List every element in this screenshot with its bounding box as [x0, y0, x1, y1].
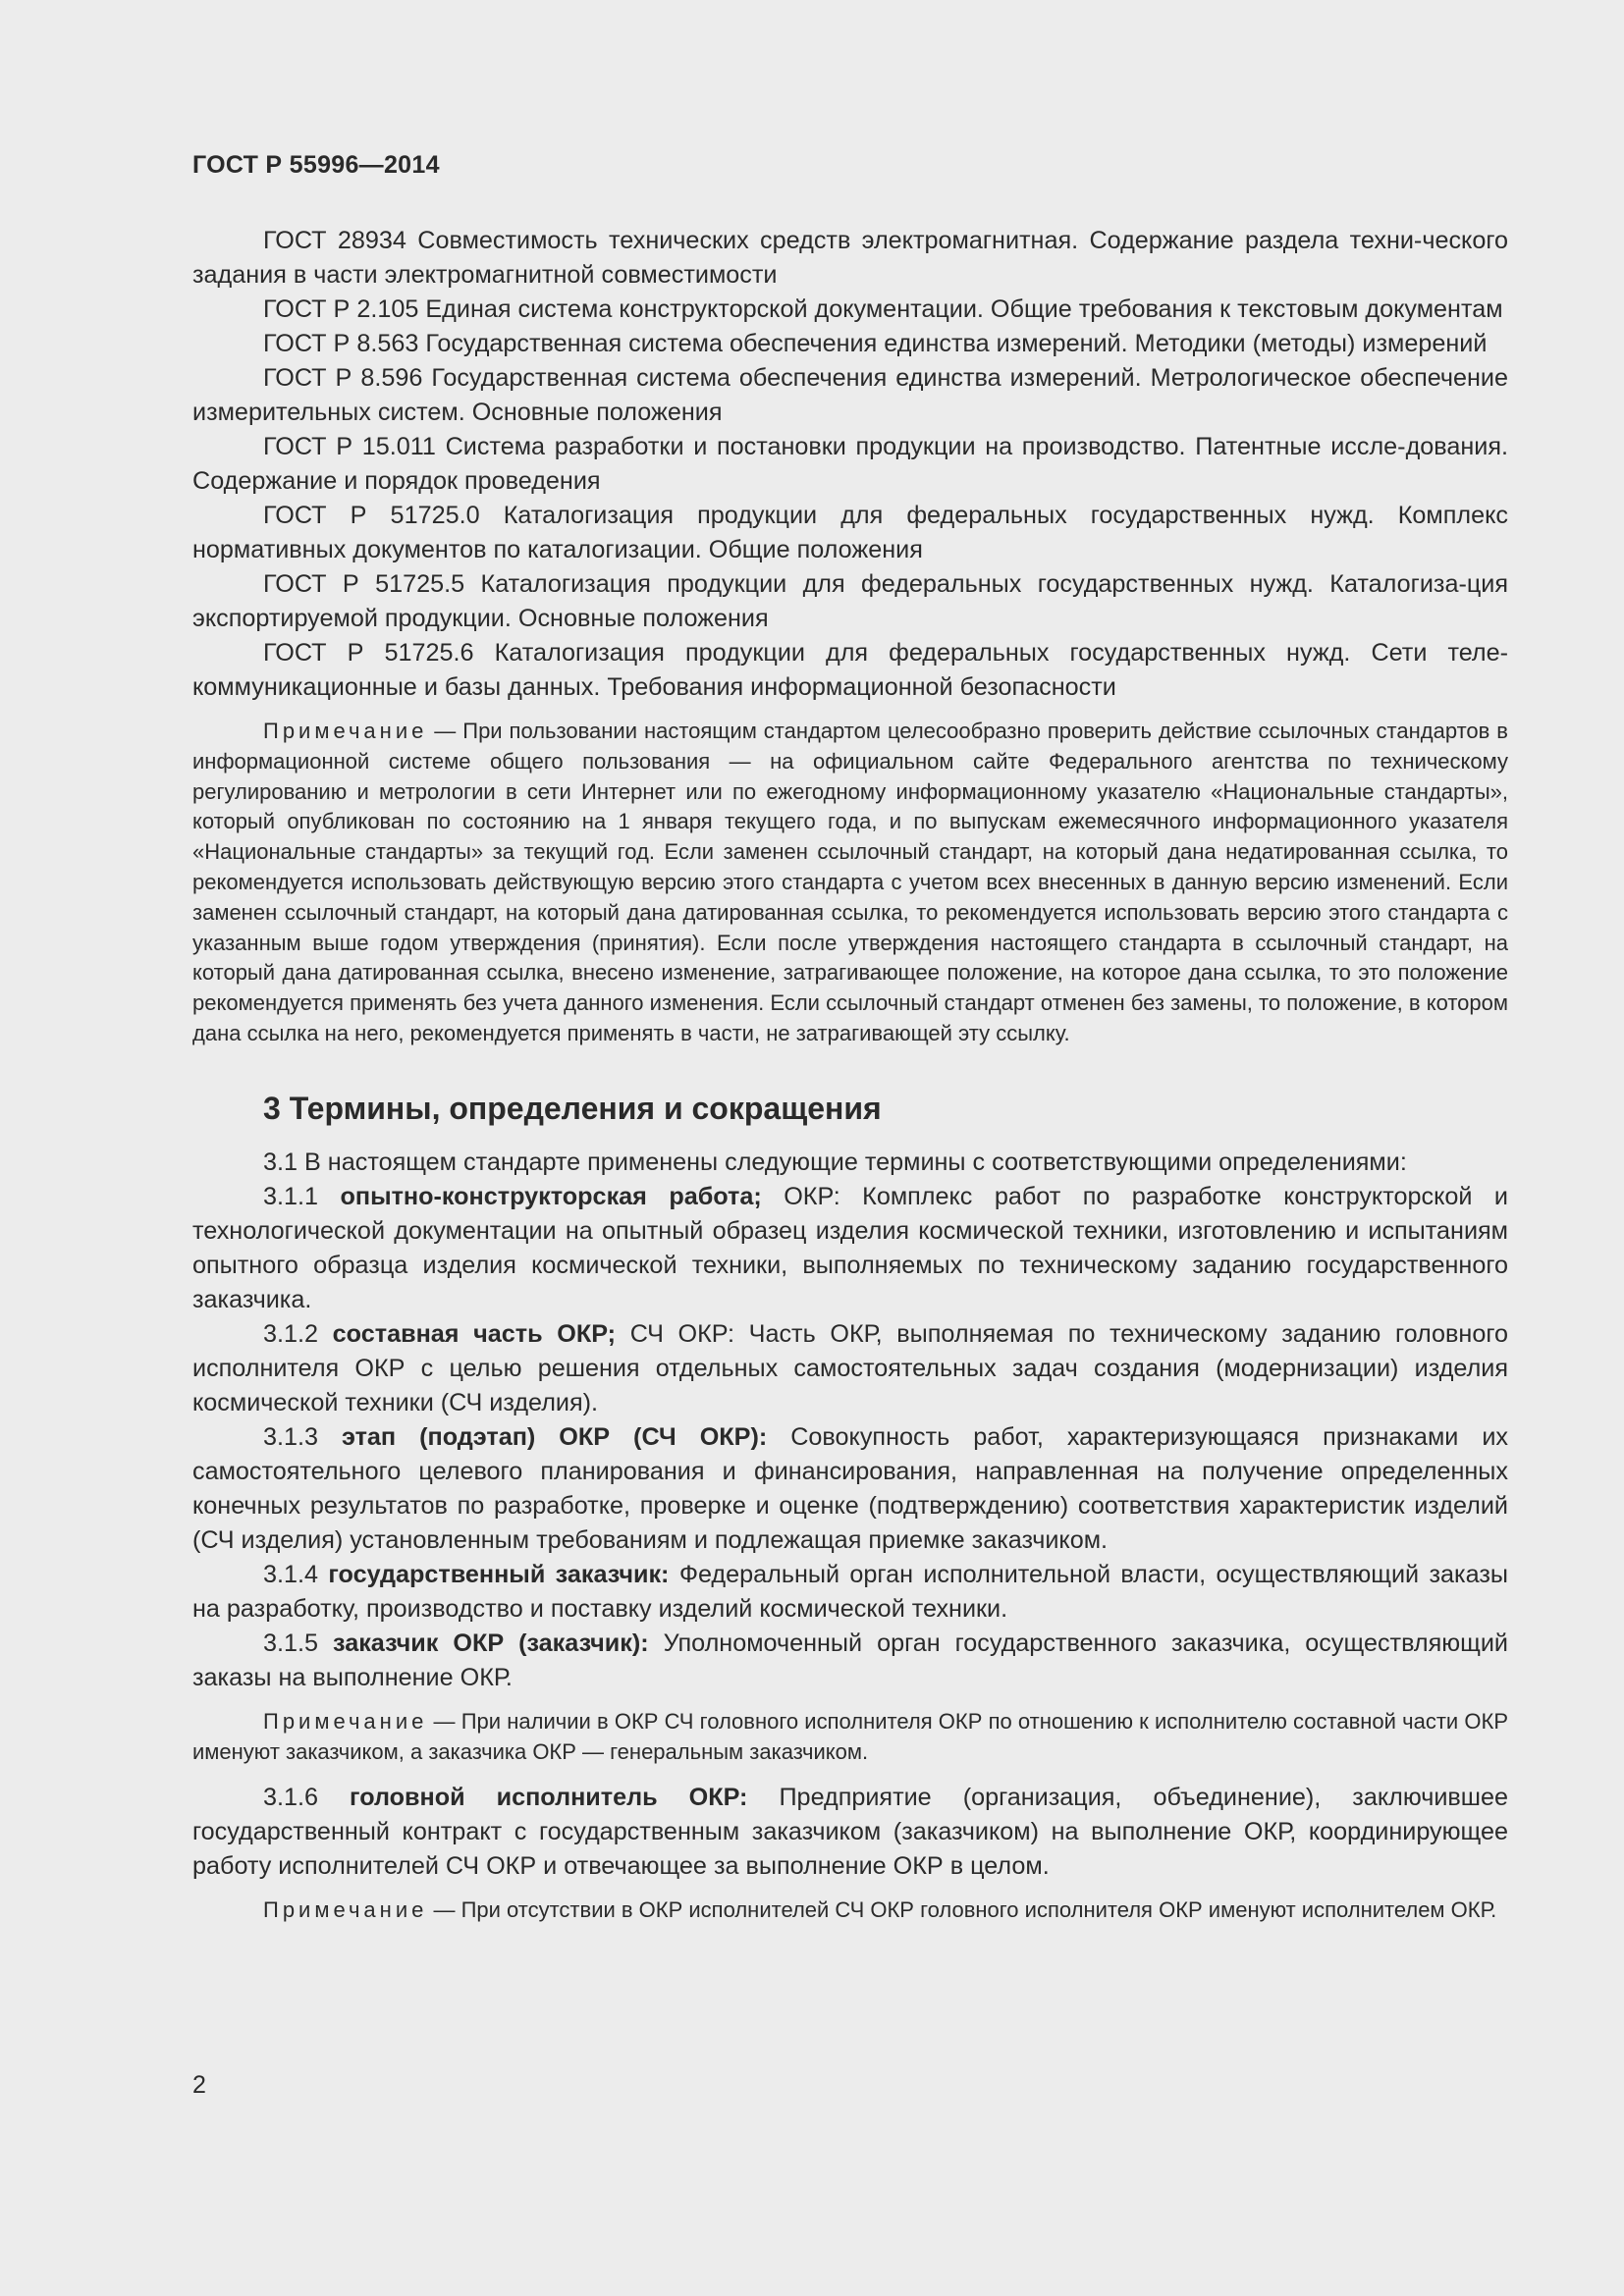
- reference-item: ГОСТ Р 51725.5 Каталогизация продукции для федеральных государственных нужд. Каталогиза-ция экспортируемой продукции. Основные положения: [192, 570, 1508, 632]
- reference-item: ГОСТ Р 8.596 Государственная система обеспечения единства измерений. Метрологическое обеспечение измерительных систем. Основные положения: [192, 364, 1508, 426]
- note-label: Примечание: [263, 1897, 428, 1923]
- definition-3-1-6: [192, 1781, 1508, 1884]
- note-references: [192, 717, 1508, 1049]
- definition-term: головной исполнитель ОКР:: [350, 1784, 748, 1812]
- note-text: — При наличии в ОКР СЧ головного исполнителя ОКР по отношению к исполнителю составной части ОКР именуют заказчиком, а заказчика ОКР — генеральным заказчиком.: [192, 1708, 1508, 1764]
- definitions-intro: 3.1 В настоящем стандарте применены следующие термины с соответствующими определениями:: [263, 1148, 1407, 1176]
- definition-term: этап (подэтап) ОКР (СЧ ОКР):: [342, 1422, 768, 1451]
- definition-text: Предприятие (организация, объединение), заключившее государственный контракт с государственным заказчиком (заказчиком) на выполнение ОКР, координирующее работу исполнителей СЧ ОКР и отвечающее за выполнение ОКР в целом.: [192, 1784, 1508, 1881]
- definition-text: ОКР: Комплекс работ по разработке конструкторской и технологической документации на опытный образец изделия космической техники, изготовлению и испытаниям опытного образца изделия космической техники, выполняемых по техническому заданию государственного заказчика.: [192, 1182, 1508, 1313]
- note-label: Примечание: [263, 719, 428, 743]
- definition-3-1-3: [192, 1420, 1508, 1558]
- definition-3-1-2: [192, 1317, 1508, 1420]
- section-title: 3 Термины, определения и сокращения: [263, 1090, 882, 1126]
- definition-3-1-4: [192, 1558, 1508, 1627]
- main-content: [192, 224, 1508, 1926]
- definition-text: СЧ ОКР: Часть ОКР, выполняемая по техническому заданию головного исполнителя ОКР с целью решения отдельных самостоятельных задач создания (модернизации) изделия космической техники (СЧ изделия).: [192, 1319, 1508, 1416]
- note-contractor: [192, 1896, 1508, 1926]
- note-text: — При пользовании настоящим стандартом целесообразно проверить действие ссылочных стандартов в информационной системе общего пользования — на официальном сайте Федерального агентства по техническому регулированию и метрологии в сети Интернет или по ежегодному информационному указателю «Национальные стандарты», который опубликован по состоянию на 1 января текущего года, и по выпускам ежемесячного информационного указателя «Национальные стандарты» за текущий год. Если заменен ссылочный стандарт, на который дана недатированная ссылка, то рекомендуется использовать действующую версию этого стандарта с учетом всех внесенных в данную версию изменений. Если заменен ссылочный стандарт, на который дана датированная ссылка, то рекомендуется использовать версию этого стандарта с указанным выше годом утверждения (принятия). Если после утверждения настоящего стандарта в ссылочный стандарт, на который дана датированная ссылка, внесено изменение, затрагивающее положение, на которое дана ссылка, то это положение рекомендуется применять без учета данного изменения. Если ссылочный стандарт отменен без замены, то положение, в котором дана ссылка на него, рекомендуется применять в части, не затрагивающей эту ссылку.: [192, 719, 1508, 1045]
- reference-item: ГОСТ Р 15.011 Система разработки и постановки продукции на производство. Патентные иссле-дования. Содержание и порядок проведения: [192, 433, 1508, 495]
- note-customer: [192, 1707, 1508, 1768]
- definition-3-1-5: [192, 1627, 1508, 1695]
- reference-item: ГОСТ Р 2.105 Единая система конструкторской документации. Общие требования к текстовым документам: [263, 295, 1503, 323]
- definition-number: 3.1.6: [263, 1784, 351, 1812]
- definition-text: Федеральный орган исполнительной власти, осуществляющий заказы на разработку, производство и поставку изделий космической техники.: [192, 1560, 1508, 1623]
- definition-number: 3.1.2: [263, 1319, 333, 1348]
- reference-item: ГОСТ Р 8.563 Государственная система обеспечения единства измерений. Методики (методы) измерений: [263, 330, 1488, 357]
- definition-term: опытно-конструкторская работа;: [340, 1182, 762, 1210]
- definition-number: 3.1.5: [263, 1629, 333, 1657]
- note-label: Примечание: [263, 1708, 428, 1734]
- reference-item: ГОСТ Р 51725.6 Каталогизация продукции для федеральных государственных нужд. Сети теле-коммуникационные и базы данных. Требования информационной безопасности: [192, 639, 1508, 701]
- definition-term: государственный заказчик:: [328, 1560, 670, 1588]
- definition-text: Совокупность работ, характеризующаяся признаками их самостоятельного целевого планирования и финансирования, направленная на получение определенных конечных результатов по разработке, проверке и оценке (подтверждению) соответствия характеристик изделий (СЧ изделия) установленным требованиям и подлежащая приемке заказчиком.: [192, 1422, 1508, 1554]
- reference-item: ГОСТ 28934 Совместимость технических средств электромагнитная. Содержание раздела техни-ческого задания в части электромагнитной совместимости: [192, 227, 1508, 289]
- definition-text: Уполномоченный орган государственного заказчика, осуществляющий заказы на выполнение ОКР.: [192, 1629, 1508, 1691]
- definition-term: заказчик ОКР (заказчик):: [333, 1629, 649, 1657]
- reference-item: ГОСТ Р 51725.0 Каталогизация продукции для федеральных государственных нужд. Комплекс нормативных документов по каталогизации. Общие положения: [192, 502, 1508, 563]
- definition-number: 3.1.4: [263, 1560, 329, 1588]
- page-number: 2: [192, 2071, 206, 2099]
- definition-3-1-1: [192, 1180, 1508, 1317]
- page-header: ГОСТ Р 55996—2014: [192, 151, 440, 179]
- definition-number: 3.1.1: [263, 1182, 341, 1210]
- definition-number: 3.1.3: [263, 1422, 343, 1451]
- note-text: — При отсутствии в ОКР исполнителей СЧ ОКР головного исполнителя ОКР именуют исполнителем ОКР.: [427, 1897, 1497, 1923]
- definition-term: составная часть ОКР;: [332, 1319, 617, 1348]
